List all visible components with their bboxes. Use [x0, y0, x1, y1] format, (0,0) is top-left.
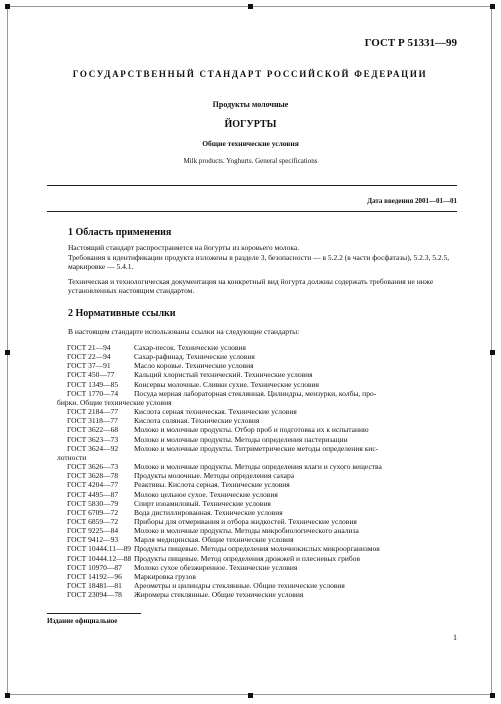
reference-title: Кальций хлористый технический. Технические условия — [134, 370, 313, 380]
reference-item — [57, 535, 457, 544]
reference-code: ГОСТ 10444.12—88 — [67, 553, 132, 563]
section-1-heading: 1 Область применения — [68, 227, 172, 238]
reference-code: ГОСТ 3622—68 — [67, 425, 119, 435]
reference-item — [57, 572, 457, 581]
reference-code: ГОСТ 2184—77 — [67, 407, 119, 417]
reference-title: Консервы молочные. Сливки сухие. Технические условия — [134, 379, 319, 389]
reference-item — [57, 361, 457, 370]
reference-code: ГОСТ 5830—79 — [67, 498, 119, 508]
divider-bottom — [47, 211, 457, 212]
reference-title: Кислота соляная. Технические условия — [134, 416, 260, 426]
reference-code: ГОСТ 10970—87 — [67, 562, 122, 572]
reference-item — [57, 343, 457, 352]
resize-handle-bottom-center[interactable] — [248, 693, 253, 698]
reference-title-continuation: лотности — [57, 452, 87, 462]
resize-handle-middle-left[interactable] — [5, 350, 10, 355]
reference-title-continuation: бирки. Общие технические условия — [57, 397, 172, 407]
reference-item — [57, 370, 457, 379]
reference-item — [57, 563, 457, 572]
reference-item — [57, 471, 457, 480]
edition-label: Издание официальное — [47, 617, 118, 625]
reference-item — [57, 508, 457, 517]
product-category: Продукты молочные — [212, 100, 289, 109]
section-1-paragraph: Требования к идентификации продукта изложены в разделе 3, безопасности — в 5.2.2 (в части фосфатазы), 5.2.3, 5.2.5, маркировке — 5.4.1. — [68, 253, 450, 271]
reference-item — [57, 444, 457, 453]
reference-item — [57, 581, 457, 590]
reference-title: Жиромеры стеклянные. Общие технические условия — [134, 590, 304, 600]
reference-item — [57, 526, 457, 535]
reference-code: ГОСТ 14192—96 — [67, 571, 122, 581]
reference-code: ГОСТ 3118—77 — [67, 416, 118, 426]
reference-title: Кислота серная техническая. Технические условия — [134, 407, 297, 417]
reference-item — [57, 499, 457, 508]
reference-title: Продукты пищевые. Метод определения дрожжей и плесневых грибов — [134, 553, 361, 563]
reference-title: Молоко и молочные продукты. Методы определения пастеризации — [134, 434, 348, 444]
reference-item — [57, 407, 457, 416]
resize-handle-top-center[interactable] — [248, 4, 253, 9]
footer-divider — [47, 613, 141, 614]
reference-code: ГОСТ 1770—74 — [67, 388, 119, 398]
standard-header: ГОСУДАРСТВЕННЫЙ СТАНДАРТ РОССИЙСКОЙ ФЕДЕРАЦИИ — [72, 69, 428, 79]
reference-item — [57, 380, 457, 389]
reference-code: ГОСТ 23094—78 — [67, 590, 122, 600]
reference-title: Молоко и молочные продукты. Титриметрические методы определения кис- — [134, 443, 379, 453]
reference-title: Продукты молочные. Методы определения сахара — [134, 471, 295, 481]
reference-item — [57, 480, 457, 489]
reference-item — [57, 490, 457, 499]
document-number: ГОСТ Р 51331—99 — [364, 37, 457, 49]
reference-title: Вода дистиллированная. Технические условия — [134, 507, 283, 517]
reference-item — [57, 517, 457, 526]
reference-code: ГОСТ 4495—87 — [67, 489, 119, 499]
resize-handle-top-right[interactable] — [490, 4, 495, 9]
introduction-date: Дата введения 2001—01—01 — [367, 197, 457, 205]
reference-title: Молоко и молочные продукты. Методы микробиологического анализа — [134, 526, 359, 536]
reference-code: ГОСТ 37—91 — [67, 361, 111, 371]
section-2-heading: 2 Нормативные ссылки — [68, 308, 176, 319]
reference-code: ГОСТ 450—77 — [67, 370, 115, 380]
reference-title: Продукты пищевые. Методы определения молочнокислых микроорганизмов — [134, 544, 380, 554]
specification-title: Общие технические условия — [202, 139, 299, 148]
reference-code: ГОСТ 9412—93 — [67, 535, 119, 545]
resize-handle-middle-right[interactable] — [490, 350, 495, 355]
reference-code: ГОСТ 21—94 — [67, 343, 111, 352]
reference-item — [57, 590, 457, 599]
reference-code: ГОСТ 6859—72 — [67, 516, 119, 526]
reference-title: Масло коровье. Технические условия — [134, 361, 254, 371]
reference-title: Молоко цельное сухое. Технические условия — [134, 489, 278, 499]
reference-code: ГОСТ 6709—72 — [67, 507, 119, 517]
section-1-paragraph: Техническая и технологическая документация на конкретный вид йогурта должны содержать требования не ниже установленных настоящим стандартом. — [68, 277, 434, 295]
reference-title: Сахар-песок. Технические условия — [134, 343, 246, 352]
reference-item — [57, 544, 457, 553]
reference-title: Молоко сухое обезжиренное. Технические условия — [134, 562, 298, 572]
reference-title: Молоко и молочные продукты. Методы определения влаги и сухого вещества — [134, 462, 382, 472]
reference-title: Приборы для отмеривания и отбора жидкостей. Технические условия — [134, 516, 357, 526]
reference-code: ГОСТ 3626—73 — [67, 462, 119, 472]
resize-handle-bottom-left[interactable] — [5, 693, 10, 698]
normative-references-list — [57, 343, 457, 599]
reference-title: Молоко и молочные продукты. Отбор проб и подготовка их к испытанию — [134, 425, 369, 435]
reference-item — [57, 416, 457, 425]
resize-handle-top-left[interactable] — [5, 4, 10, 9]
reference-code: ГОСТ 3624—92 — [67, 443, 119, 453]
reference-item — [57, 435, 457, 444]
reference-code: ГОСТ 3628—78 — [67, 471, 119, 481]
section-1-paragraph: Настоящий стандарт распространяется на йогурты из коровьего молока. — [68, 243, 300, 252]
reference-title: Спирт изоамиловый. Технические условия — [134, 498, 271, 508]
reference-code: ГОСТ 9225—84 — [67, 526, 119, 536]
reference-code: ГОСТ 22—94 — [67, 352, 111, 362]
english-title: Milk products. Yoghurts. General specifications — [183, 157, 318, 165]
resize-handle-bottom-right[interactable] — [490, 693, 495, 698]
reference-item — [57, 389, 457, 398]
section-2-intro: В настоящем стандарте использованы ссылки на следующие стандарты: — [68, 327, 300, 336]
reference-title: Посуда мерная лабораторная стеклянная. Цилиндры, мензурки, колбы, про- — [134, 388, 377, 398]
reference-title: Маркировка грузов — [134, 571, 196, 581]
reference-item — [57, 352, 457, 361]
reference-title: Марля медицинская. Общие технические условия — [134, 535, 294, 545]
reference-title: Ареометры и цилиндры стеклянные. Общие технические условия — [134, 581, 345, 591]
reference-code: ГОСТ 4204—77 — [67, 480, 119, 490]
reference-code: ГОСТ 1349—85 — [67, 379, 119, 389]
reference-title: Реактивы. Кислота серная. Технические условия — [134, 480, 290, 490]
document-title: ЙОГУРТЫ — [224, 119, 277, 130]
divider-top — [47, 185, 457, 186]
reference-item — [57, 554, 457, 563]
reference-item — [57, 462, 457, 471]
reference-item — [57, 425, 457, 434]
reference-code: ГОСТ 18481—81 — [67, 581, 122, 591]
page-number: 1 — [453, 633, 457, 642]
reference-code: ГОСТ 3623—73 — [67, 434, 119, 444]
reference-title: Сахар-рафинад. Технические условия — [134, 352, 255, 362]
reference-code: ГОСТ 10444.11—89 — [67, 544, 131, 554]
